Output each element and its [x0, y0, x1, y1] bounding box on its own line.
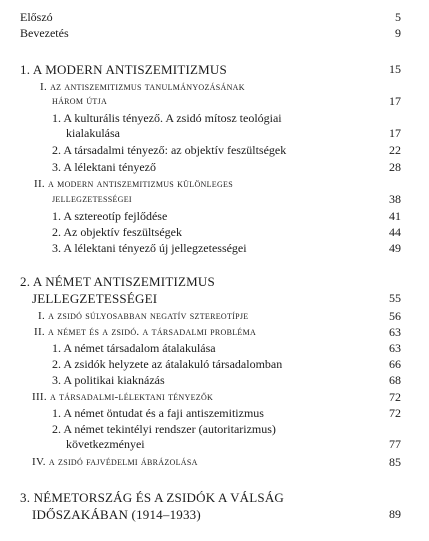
section-title-line2: három útja [52, 95, 108, 107]
subsection-title: 2. Az objektív feszültségek [52, 225, 182, 239]
toc-entry-page: 5 [395, 10, 401, 24]
section-title-line2: jellegzetességei [52, 193, 132, 205]
section-page: 17 [389, 94, 401, 108]
section-title: II. a német és a zsidó. a társadalmi probléma [34, 326, 257, 338]
subsection-title: 2. A társadalmi tényező: az objektív feszültségek [52, 143, 287, 157]
section-title: III. a társadalmi-lélektani tényezők [32, 391, 214, 403]
toc-entry-page: 9 [395, 26, 401, 40]
subsection-page: 17 [389, 126, 401, 140]
section-title: I. a zsidó súlyosabban negatív sztereotípje [38, 310, 249, 322]
chapter-title-line2: IDŐSZAKÁBAN (1914–1933) [32, 507, 201, 522]
subsection-title: 1. A német öntudat és a faji antiszemitizmus [52, 406, 264, 420]
chapter-title-line1: 3. NÉMETORSZÁG ÉS A ZSIDÓK A VÁLSÁG [20, 490, 285, 505]
section-page: 85 [389, 455, 401, 469]
chapter-title-line1: 2. A NÉMET ANTISZEMITIZMUS [20, 274, 215, 289]
subsection-page: 41 [389, 209, 401, 223]
toc-entry-title: Bevezetés [20, 26, 69, 40]
subsection-title: 3. A lélektani tényező új jellegzetességei [52, 241, 247, 255]
subsection-page: 49 [389, 241, 401, 255]
section-title-line1: I. az antiszemitizmus tanulmányozásának [40, 81, 245, 93]
subsection-page: 28 [389, 160, 401, 174]
chapter-title: 1. A MODERN ANTISZEMITIZMUS [20, 62, 227, 77]
subsection-page: 22 [389, 143, 401, 157]
chapter-page: 55 [389, 291, 401, 305]
subsection-page: 72 [389, 406, 401, 420]
section-page: 38 [389, 192, 401, 206]
toc-entry-title: Előszó [20, 10, 53, 24]
subsection-title-line2: következményei [66, 437, 145, 451]
subsection-page: 66 [389, 357, 401, 371]
subsection-title-line2: kialakulása [66, 126, 120, 140]
chapter-page: 89 [389, 507, 401, 521]
chapter-page: 15 [389, 62, 401, 76]
section-title: IV. a zsidó fajvédelmi ábrázolása [32, 456, 198, 468]
subsection-page: 63 [389, 341, 401, 355]
subsection-title: 1. A német társadalom átalakulása [52, 341, 216, 355]
section-page: 63 [389, 325, 401, 339]
subsection-title-line1: 2. A német tekintélyi rendszer (autoritarizmus) [52, 422, 276, 436]
section-page: 72 [389, 390, 401, 404]
section-title-line1: II. a modern antiszemitizmus különleges [34, 178, 233, 190]
subsection-title-line1: 1. A kulturális tényező. A zsidó mítosz teológiai [52, 111, 282, 125]
subsection-title: 1. A sztereotíp fejlődése [52, 209, 168, 223]
section-page: 56 [389, 309, 401, 323]
subsection-title: 3. A politikai kiaknázás [52, 373, 165, 387]
subsection-page: 44 [389, 225, 401, 239]
chapter-title-line2: JELLEGZETESSÉGEI [32, 291, 158, 306]
subsection-title: 3. A lélektani tényező [52, 160, 156, 174]
subsection-page: 77 [389, 437, 401, 451]
subsection-title: 2. A zsidók helyzete az átalakuló társadalomban [52, 357, 283, 371]
subsection-page: 68 [389, 373, 401, 387]
